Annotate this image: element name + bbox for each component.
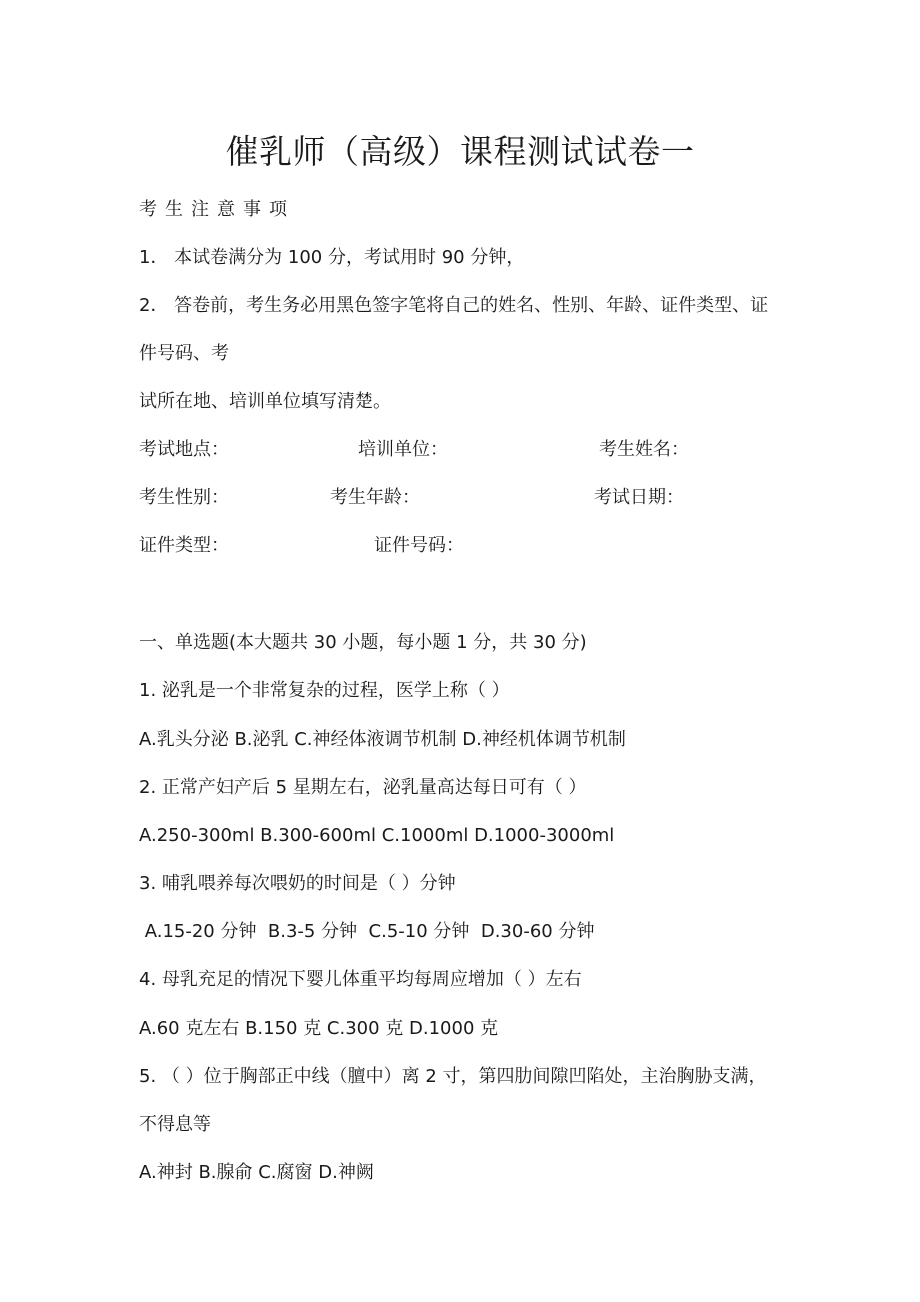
question-1-options: A.乳头分泌 B.泌乳 C.神经体液调节机制 D.神经机体调节机制 [139,729,626,750]
exam-location-label: 考试地点： [139,439,229,460]
notice-heading: 考生注意事项 [139,199,295,220]
id-number-label: 证件号码： [374,535,464,556]
notice-item-2-line-3: 试所在地、培训单位填写清楚。 [139,391,391,412]
question-2-options: A.250-300ml B.300-600ml C.1000ml D.1000-3000ml [139,825,615,846]
question-5-options: A.神封 B.腺俞 C.腐窗 D.神阙 [139,1162,374,1183]
notice-item-2-line-1: 2． 答卷前，考生务必用黑色签字笔将自己的姓名、性别、年龄、证件类型、证 [139,295,769,316]
candidate-gender-label: 考生性别： [139,487,229,508]
candidate-name-label: 考生姓名： [599,439,689,460]
question-4-options: A.60 克左右 B.150 克 C.300 克 D.1000 克 [139,1018,499,1039]
question-5-text: 5. （ ）位于胸部正中线（膻中）离 2 寸，第四肋间隙凹陷处，主治胸胁支满， [139,1066,767,1087]
question-1-text: 1. 泌乳是一个非常复杂的过程，医学上称（ ） [139,680,510,701]
question-2-text: 2. 正常产妇产后 5 星期左右，泌乳量高达每日可有（ ） [139,777,587,798]
exam-date-label: 考试日期： [594,487,684,508]
training-unit-label: 培训单位： [358,439,448,460]
document-title: 催乳师（高级）课程测试试卷一 [225,132,695,171]
question-3-text: 3. 哺乳喂养每次喂奶的时间是（ ）分钟 [139,873,456,894]
candidate-age-label: 考生年龄： [330,487,420,508]
section-1-heading: 一、单选题(本大题共 30 小题，每小题 1 分，共 30 分) [139,632,587,653]
question-4-text: 4. 母乳充足的情况下婴儿体重平均每周应增加（ ）左右 [139,969,582,990]
notice-item-1: 1． 本试卷满分为 100 分，考试用时 90 分钟， [139,247,525,268]
question-3-options: A.15-20 分钟 B.3-5 分钟 C.5-10 分钟 D.30-60 分钟 [139,921,595,942]
notice-item-2-line-2: 件号码、考 [139,343,229,364]
id-type-label: 证件类型： [139,535,229,556]
question-5-text-line-2: 不得息等 [139,1114,211,1135]
